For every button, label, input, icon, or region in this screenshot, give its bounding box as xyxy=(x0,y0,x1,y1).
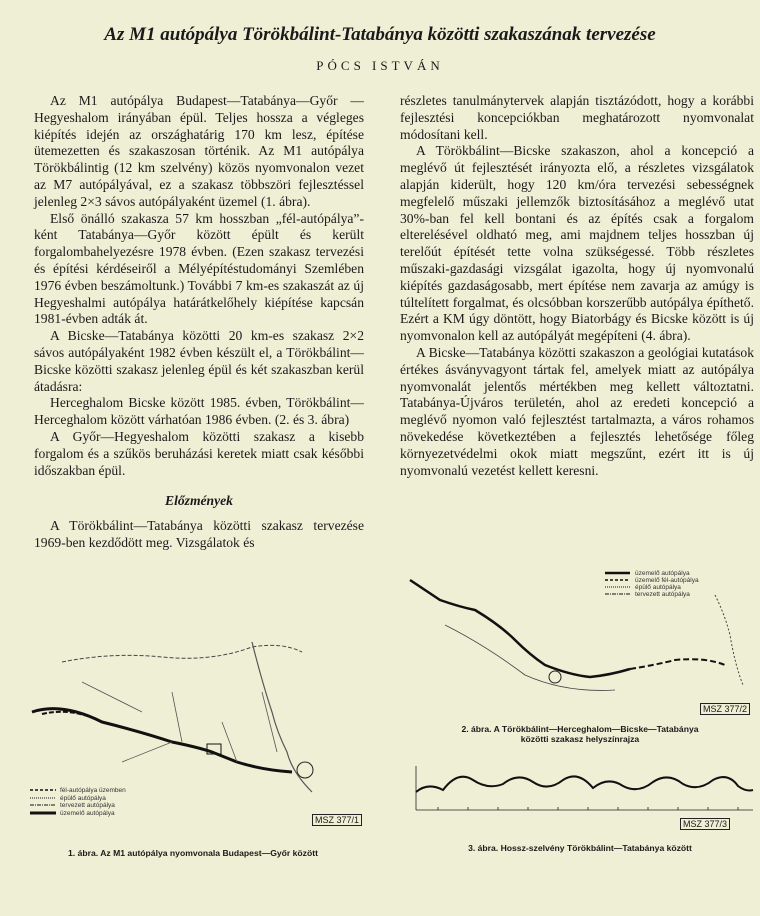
paragraph: A Bicske—Tatabánya közötti 20 km-es szakasz 2×2 sávos autópályaként 1982 évben készült el, a Törökbálint—Bicske közötti szakasz jelenleg épül és két szakaszban kerül átadásra: xyxy=(34,328,364,394)
paragraph: A Győr—Hegyeshalom közötti szakasz a kisebb forgalom és a szűkös beruházási keretek miatt csak későbbi időszakban épül. xyxy=(34,428,364,478)
caption-line: 2. ábra. A Törökbálint—Herceghalom—Bicske—Tatabánya xyxy=(461,724,699,734)
profile-line xyxy=(416,776,753,792)
m1-route xyxy=(32,709,292,772)
paragraph: Herceghalom Bicske között 1985. évben, Törökbálint—Herceghalom között várhatóan 1986 évben. (2. és 3. ábra) xyxy=(34,395,364,428)
bicske-marker xyxy=(549,671,561,683)
legend-item: tervezett autópálya xyxy=(635,591,690,598)
new-route xyxy=(630,659,725,669)
legend-item: tervezett autópálya xyxy=(60,802,115,809)
old-road xyxy=(445,625,615,690)
figure2-code: MSZ 377/2 xyxy=(700,703,750,715)
map-border-line xyxy=(62,645,302,662)
left-column xyxy=(34,93,364,552)
legend-item: épülő autópálya xyxy=(60,795,106,802)
secondary-roads xyxy=(82,682,277,762)
figure3-profile xyxy=(408,762,758,820)
figure1-map xyxy=(22,622,362,822)
author-name: PÓCS ISTVÁN xyxy=(316,58,444,73)
paragraph: részletes tanulmánytervek alapján tisztázódott, hogy a korábbi fejlesztési koncepciókban meghatározott nyomvonalat módosítani kell. xyxy=(400,93,754,142)
legend-item: üzemelő autópálya xyxy=(635,570,690,577)
m1-existing-route xyxy=(410,580,630,677)
paragraph: A Bicske—Tatabánya közötti szakaszon a geológiai kutatások értékes ásványvagyont tártak fel, amelyek miatt az autópálya nyomvonalát jelentős mértékben meg kellett változtatni. Tatabánya-Újváros területén, ahol az eredeti koncepció a meglévő nyomon való fejlesztést tartalmazta, a város rohamos növekedése következtében a fejlesztés lehetősége főleg környezetvédelmi okok miatt megszűnt, ezért itt is új nyomvonalú vezetést kellett keresni. xyxy=(400,344,754,478)
paragraph: Az M1 autópálya Budapest—Tatabánya—Győr —Hegyeshalom irányában épül. Teljes hossza a végleges kiépítés idején az országhatárig 170 km lesz, építése ütemezetten és szakaszosan történik. Az M1 autópálya Törökbálintig (12 km szelvény) közös nyomvonalon vezet az M7 autópályával, ez a szakasz többszöri fejlesztéssel jelenleg 2×3 sávos autópályaként üzemel (1. ábra). xyxy=(34,93,364,209)
figure1-caption: 1. ábra. Az M1 autópálya nyomvonala Budapest—Győr között xyxy=(68,848,318,858)
figure3-caption: 3. ábra. Hossz-szelvény Törökbálint—Tatabánya között xyxy=(468,843,692,853)
stream-line xyxy=(715,595,743,685)
legend-item: épülő autópálya xyxy=(635,584,681,591)
right-column xyxy=(400,93,754,479)
budapest-marker xyxy=(297,762,313,778)
legend-item: fél-autópálya üzemben xyxy=(60,787,126,794)
section-heading: Előzmények xyxy=(165,493,233,509)
article-title: Az M1 autópálya Törökbálint-Tatabánya közötti szakaszának tervezése xyxy=(104,24,656,45)
caption-line: közötti szakasz helyszínrajza xyxy=(520,734,640,744)
paragraph: Első önálló szakasza 57 km hosszban „fél-autópálya”-ként Tatabánya—Győr között épült és került forgalombahelyezésre 1978 évben. (Ezen szakasz tervezési és építési kérdéseiről a Mélyépítéstudományi Szemlében 1976 évben beszámoltunk.) További 7 km-es szakaszát az új Hegyeshalmi autópálya határátkelőhely kiépítése kapcsán 1981-évben adták át. xyxy=(34,210,364,327)
legend-item: üzemelő autópálya xyxy=(60,810,115,817)
figure1-code: MSZ 377/1 xyxy=(312,814,362,826)
figure1-legend xyxy=(30,787,126,817)
figure2-map xyxy=(405,565,755,720)
legend-item: üzemelő fél-autópálya xyxy=(635,577,699,584)
paragraph: A Törökbálint—Bicske szakaszon, ahol a koncepció a meglévő út fejlesztését irányozta elő, a részletes vizsgálatok alapján kiderült, hogy 120 km/óra tervezési sebességnek megfelelő műszaki jellemzők biztosításához a meglévő utat 30%-ban fel kell bontani és az építés csak a forgalom elterelésével oldható meg, ami majdnem teljes hosszban új terelőút építését tette volna szükségessé. Több részletes műszaki-gazdasági vizsgálat igazolta, hogy új nyomvonalú kiépítés gazdaságosabb, mert építése nem zavarja az amúgy is túltelített forgalmat, és olcsóbban korszerűbb autópálya építhető. Ezért a KM úgy döntött, hogy Biatorbágy és Bicske között is új nyomvonalon kell az autópályát megépíteni (4. ábra). xyxy=(400,143,754,344)
figure2-caption xyxy=(405,724,755,744)
profile-ticks xyxy=(438,807,738,810)
figure2-legend xyxy=(605,570,699,598)
figure3-code: MSZ 377/3 xyxy=(680,818,730,830)
paragraph: A Törökbálint—Tatabánya közötti szakasz tervezése 1969-ben kezdődött meg. Vizsgálatok és xyxy=(34,518,364,550)
